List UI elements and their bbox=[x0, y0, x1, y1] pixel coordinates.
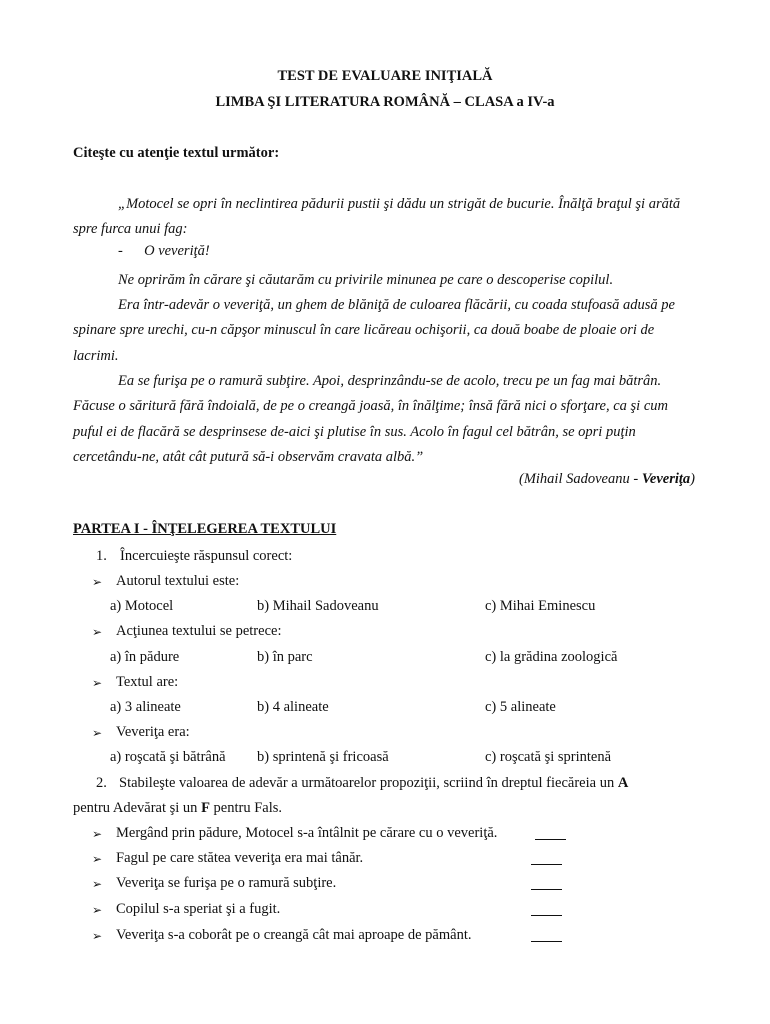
q2-statement-2: Fagul pe care stătea veveriţa era mai tânăr. bbox=[116, 850, 364, 866]
q1a-question: Autorul textului este: bbox=[116, 573, 240, 589]
q1d-option-a[interactable]: a) roşcată şi bătrână bbox=[110, 749, 226, 765]
q1a-option-b[interactable]: b) Mihail Sadoveanu bbox=[257, 598, 379, 614]
q1c-option-b[interactable]: b) 4 alineate bbox=[257, 699, 329, 715]
arrow-bullet-icon: ➢ bbox=[92, 852, 103, 866]
text-paragraph-3: Era într-adevăr o veveriţă, un ghem de blăniţă de culoarea flăcării, cu coada stufoasă adusă pe spinare spre urechi, cu-n căpşor minuscul în care licăreau ochişorii, ca două boabe de ploaie ori de lacrimi. bbox=[73, 297, 675, 364]
reading-instruction: Citeşte cu atenţie textul următor: bbox=[73, 145, 280, 161]
q1c-question: Textul are: bbox=[116, 674, 179, 690]
text-paragraph-2: Ne oprirăm în cărare şi căutarăm cu privirile minunea pe care o descoperise copilul. bbox=[118, 272, 614, 288]
q2-prompt-line2: pentru Adevărat şi un F pentru Fals. bbox=[73, 800, 283, 816]
q1a-option-c[interactable]: c) Mihai Eminescu bbox=[485, 598, 596, 614]
q1d-option-b[interactable]: b) sprintenă şi fricoasă bbox=[257, 749, 389, 765]
answer-blank-2[interactable] bbox=[531, 852, 562, 865]
q1d-option-c[interactable]: c) roşcată şi sprintenă bbox=[485, 749, 612, 765]
doc-title: TEST DE EVALUARE INIŢIALĂ bbox=[277, 68, 493, 84]
arrow-bullet-icon: ➢ bbox=[92, 827, 103, 841]
q1b-option-a[interactable]: a) în pădure bbox=[110, 649, 180, 665]
q2-statement-3: Veveriţa se furişa pe o ramură subţire. bbox=[116, 875, 337, 891]
q2-statement-1: Mergând prin pădure, Motocel s-a întâlnit pe cărare cu o veveriţă. bbox=[116, 825, 498, 841]
dialog-text: O veveriţă! bbox=[144, 243, 210, 259]
q2-statement-4: Copilul s-a speriat şi a fugit. bbox=[116, 901, 281, 917]
q1b-question: Acţiunea textului se petrece: bbox=[116, 623, 282, 639]
q1-prompt: Încercuieşte răspunsul corect: bbox=[120, 548, 293, 564]
q1-number: 1. bbox=[96, 548, 107, 564]
source-title: Veveriţa bbox=[641, 471, 691, 487]
q2-prompt-line1: Stabileşte valoarea de adevăr a următoarelor propoziţii, scriind în dreptul fiecăreia un A bbox=[119, 775, 629, 791]
dialog-line bbox=[118, 243, 210, 260]
arrow-bullet-icon: ➢ bbox=[92, 575, 103, 589]
q1a-option-a[interactable]: a) Motocel bbox=[110, 598, 174, 614]
answer-blank-4[interactable] bbox=[531, 903, 562, 916]
arrow-bullet-icon: ➢ bbox=[92, 726, 103, 740]
q1b-option-c[interactable]: c) la grădina zoologică bbox=[485, 649, 618, 665]
text-paragraph-4: Ea se furişa pe o ramură subţire. Apoi, desprinzându-se de acolo, trecu pe un fag mai bătrân. Făcuse o săritură fără îndoială, de pe o creangă joasă, în înălţime; însă fără nici o sforţare, ca şi cum puful ei de flacără se desprinsese de-aici şi plutise în sus. Acolo în fagul cel bătrân, se opri puţin cercetându-ne, atât cât putură să-i observăm cravata albă.” bbox=[73, 373, 668, 465]
arrow-bullet-icon: ➢ bbox=[92, 903, 103, 917]
answer-blank-1[interactable] bbox=[535, 827, 566, 840]
arrow-bullet-icon: ➢ bbox=[92, 877, 103, 891]
q1c-option-a[interactable]: a) 3 alineate bbox=[110, 699, 181, 715]
text-source: (Mihail Sadoveanu - Veveriţa) bbox=[519, 471, 695, 487]
doc-subtitle: LIMBA ŞI LITERATURA ROMÂNĂ – CLASA a IV-a bbox=[215, 94, 555, 110]
q1c-option-c[interactable]: c) 5 alineate bbox=[485, 699, 556, 715]
q1d-question: Veveriţa era: bbox=[116, 724, 190, 740]
arrow-bullet-icon: ➢ bbox=[92, 625, 103, 639]
answer-blank-5[interactable] bbox=[531, 929, 562, 942]
q1b-option-b[interactable]: b) în parc bbox=[257, 649, 313, 665]
q2-statement-5: Veveriţa s-a coborât pe o creangă cât mai aproape de pământ. bbox=[116, 927, 472, 943]
arrow-bullet-icon: ➢ bbox=[92, 929, 103, 943]
part1-heading: PARTEA I - ÎNŢELEGEREA TEXTULUI bbox=[73, 521, 337, 537]
answer-blank-3[interactable] bbox=[531, 877, 562, 890]
dialog-dash: - bbox=[118, 243, 123, 259]
text-paragraph-1: „Motocel se opri în neclintirea pădurii pustii şi dădu un strigăt de bucurie. Înălţă braţul şi arătă spre furca unui fag: bbox=[73, 196, 681, 238]
q2-number: 2. bbox=[96, 775, 107, 791]
arrow-bullet-icon: ➢ bbox=[92, 676, 103, 690]
